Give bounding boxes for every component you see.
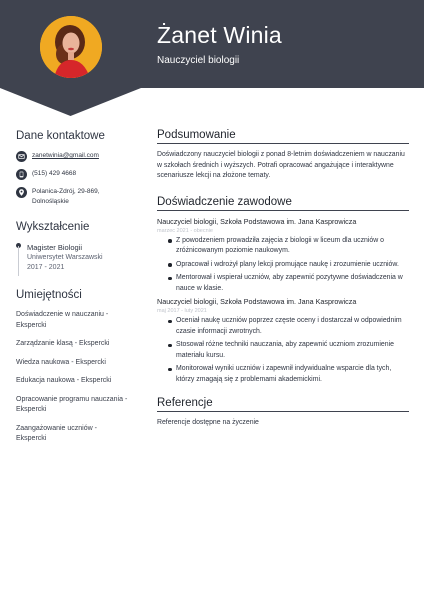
job-bullet: Z powodzeniem prowadziła zajęcia z biologii w liceum dla uczniów o zróżnicowanym poziomie naukowym.: [167, 236, 409, 257]
job-bullet: Monitorował wyniki uczniów i zapewnił indywidualne wsparcie dla tych, którzy zmagają się z problemami akademickimi.: [167, 364, 409, 385]
contact-email: [16, 151, 128, 162]
job-title: Nauczyciel biologii, Szkoła Podstawowa im. Jana Kasprowicza: [157, 216, 357, 226]
job-bullets: [157, 236, 409, 295]
job-dates: marzec 2021 - obecnie: [157, 227, 213, 234]
job-bullet: Stosował różne techniki nauczania, aby zapewnić uczniom zrozumienie materiału kursu.: [167, 340, 409, 361]
skill-item: Zarządzanie klasą - Ekspercki: [16, 340, 110, 347]
header-chevron: [0, 88, 141, 116]
job-bullets: [157, 316, 409, 385]
education-degree: Magister Biologii: [27, 243, 83, 252]
skill-item: Edukacja naukowa - Ekspercki: [16, 377, 112, 384]
references-text: Referencje dostępne na życzenie: [157, 419, 259, 426]
candidate-role: Nauczyciel biologii: [157, 55, 240, 66]
avatar: [40, 16, 102, 78]
phone-icon: [16, 169, 27, 180]
candidate-name: Żanet Winia: [157, 22, 282, 48]
experience-title: Doświadczenie zawodowe: [157, 196, 409, 211]
job-entry: [157, 217, 409, 295]
job-bullet: Mentorował i wspierał uczniów, aby zapewnić pozytywne doświadczenia w nauce w klasie.: [167, 273, 409, 294]
location-pin-icon: [16, 187, 27, 198]
contact-title: Dane kontaktowe: [16, 130, 105, 142]
education-school: Uniwersytet Warszawski: [27, 254, 103, 261]
job-title: Nauczyciel biologii, Szkoła Podstawowa im. Jana Kasprowicza: [157, 297, 357, 306]
timeline-line: [18, 246, 19, 276]
education-years: 2017 - 2021: [27, 264, 65, 271]
job-bullet: Oceniał naukę uczniów poprzez częste oceny i dostarczał w odpowiednim czasie informacji zwrotnych.: [167, 316, 409, 337]
education-entry: [16, 242, 128, 273]
education-title: Wykształcenie: [16, 221, 90, 233]
skill-item: Wiedza naukowa - Ekspercki: [16, 358, 106, 366]
address-text: Polanica-Zdrój, 29-869, Dolnośląskie: [32, 188, 100, 205]
email-link[interactable]: zanetwinia@gmail.com: [32, 152, 99, 159]
job-dates: maj 2017 - luty 2021: [157, 308, 207, 314]
left-column: [16, 130, 128, 453]
contact-address: [16, 187, 128, 207]
email-icon: [16, 151, 27, 162]
portrait-photo: [40, 16, 102, 78]
skills-list: [16, 310, 128, 445]
phone-number: (515) 429 4668: [32, 170, 77, 177]
references-title: Referencje: [157, 397, 409, 412]
right-column: [157, 129, 409, 429]
summary-text: Doświadczony nauczyciel biologii z ponad 8-letnim doświadczeniem w nauczaniu w szkołach średnich i wyższych. Potrafi opracować angażujące i interaktywne scenariusze lekcji na złożone tematy.: [157, 151, 405, 179]
summary-title: Podsumowanie: [157, 129, 409, 144]
contact-phone: [16, 169, 128, 180]
skill-item: Doświadczenie w nauczaniu - Ekspercki: [16, 311, 109, 329]
job-entry: [157, 297, 409, 385]
skill-item: Zaangażowanie uczniów - Ekspercki: [16, 424, 97, 442]
job-bullet: Opracował i wdrożył plany lekcji promujące naukę i zrozumienie uczniów.: [167, 260, 409, 271]
skill-item: Opracowanie programu nauczania - Ekspercki: [16, 395, 128, 413]
skills-title: Umiejętności: [16, 289, 82, 301]
